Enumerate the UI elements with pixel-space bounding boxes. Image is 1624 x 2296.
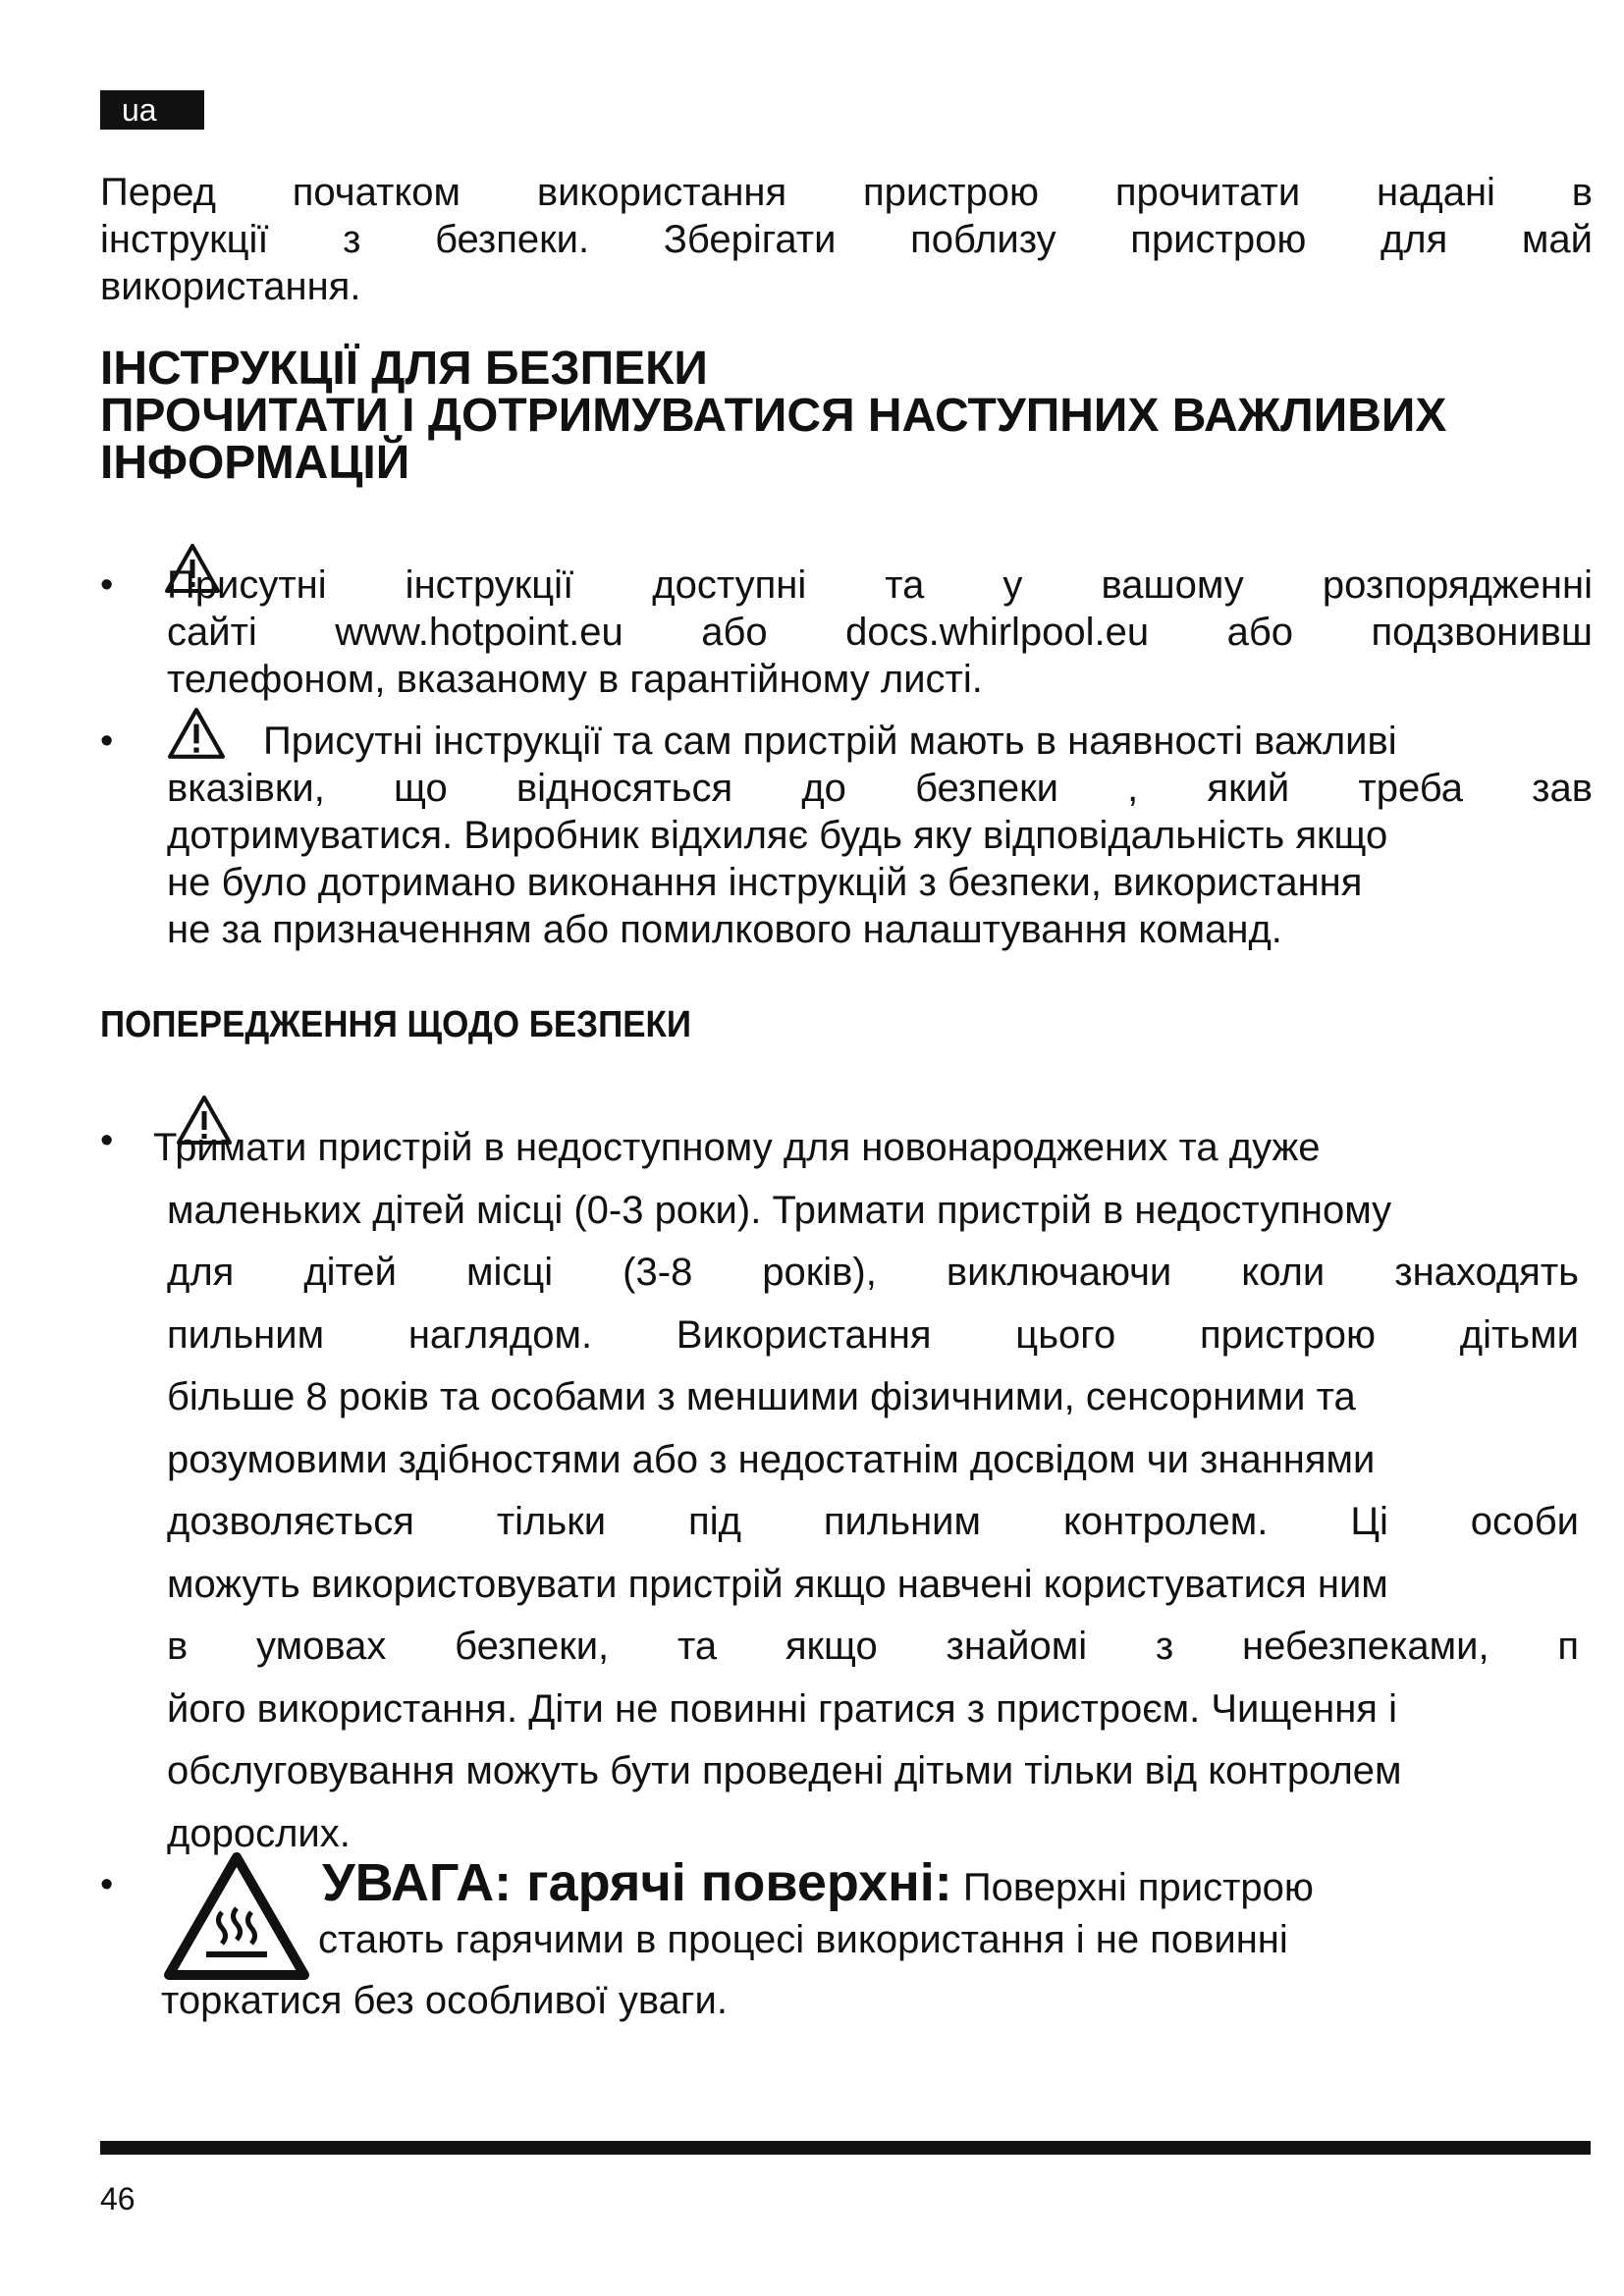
list-item-line: його використання. Діти не повинні гратися з пристроєм. Чищення і	[167, 1686, 1397, 1731]
title-line: ІНФОРМАЦІЙ	[100, 437, 410, 489]
list-item	[100, 718, 1593, 963]
list-item-line: в умовах безпеки, та якщо знайомі з небезпеками, п	[167, 1625, 1579, 1668]
list-item-line: обслуговування можуть бути проведені дітьми тільки від контролем	[167, 1749, 1402, 1792]
list-item-line: дорослих.	[167, 1811, 351, 1855]
list-item	[100, 1117, 1593, 1863]
list-item-line: розумовими здібностями або з недостатнім досвідом чи знаннями	[167, 1437, 1376, 1481]
intro-line: Перед початком використання пристрою прочитати надані в	[100, 171, 1593, 214]
hot-surface-icon	[163, 1851, 310, 1981]
list-item-line: для дітей місці (3-8 років), виключаючи коли знаходять	[167, 1251, 1579, 1294]
list-item-line: телефоном, вказаному в гарантійному листі.	[167, 658, 983, 701]
bullet: •	[100, 564, 114, 606]
footer-divider	[100, 2141, 1591, 2155]
list-item-line: не було дотримано виконання інструкцій з безпеки, використання	[167, 861, 1363, 904]
intro-line: інструкції з безпеки. Зберігати поблизу пристрою для май	[100, 218, 1593, 261]
bullet: •	[100, 721, 114, 762]
list-item-line: не за призначенням або помилкового налаштування команд.	[167, 908, 1282, 951]
list-item-line: маленьких дітей місці (0-3 роки). Тримати пристрій в недоступному	[167, 1188, 1392, 1232]
hot-surface-line-3: торкатися без особливої уваги.	[161, 1979, 728, 2022]
page-title	[100, 343, 1593, 489]
list-item-line: дотримуватися. Виробник відхиляє будь яку відповідальність якщо	[167, 814, 1388, 857]
list-item-line: Тримати пристрій в недоступному для новонароджених та дуже	[153, 1126, 1321, 1169]
list-item	[100, 561, 1593, 709]
page-number: 46	[100, 2181, 135, 2216]
list-item-line: Присутні інструкції та сам пристрій мають в наявності важливі	[263, 720, 1397, 763]
list-item-line: можуть використовувати пристрій якщо навчені користуватися ним	[167, 1562, 1388, 1606]
list-item-line: більше 8 років та особами з меншими фізичними, сенсорними та	[167, 1375, 1356, 1418]
hot-surface-line-1	[322, 1851, 1314, 1919]
list-item-line: вказівки, що відносяться до безпеки , який треба зав	[167, 767, 1593, 810]
hot-surface-text: Поверхні пристрою	[962, 1866, 1314, 1909]
title-line: ІНСТРУКЦІЇ ДЛЯ БЕЗПЕКИ	[100, 343, 708, 395]
list-item-line: пильним наглядом. Використання цього пристрою дітьми	[167, 1312, 1579, 1357]
hot-surface-title: УВАГА: гарячі поверхні:	[322, 1853, 952, 1912]
language-tag: ua	[100, 90, 204, 130]
title-line: ПРОЧИТАТИ І ДОТРИМУВАТИСЯ НАСТУПНИХ ВАЖЛИВИХ	[100, 390, 1447, 442]
section-heading: ПОПЕРЕДЖЕННЯ ЩОДО БЕЗПЕКИ	[100, 1004, 691, 1045]
hot-surface-line-2: стають гарячими в процесі використання і не повинні	[318, 1918, 1288, 1961]
intro-paragraph	[100, 169, 1593, 310]
intro-line: використання.	[100, 265, 361, 308]
list-item-line: Присутні інструкції доступні та у вашому розпорядженні	[167, 563, 1593, 607]
hot-surface-warning	[100, 1851, 1593, 2057]
bullet: •	[100, 1864, 114, 1905]
bullet: •	[100, 1120, 114, 1161]
list-item-line: сайті www.hotpoint.eu або docs.whirlpool.eu або подзвонивш	[167, 611, 1593, 654]
list-item-line: дозволяється тільки під пильним контролем. Ці особи	[167, 1500, 1579, 1543]
